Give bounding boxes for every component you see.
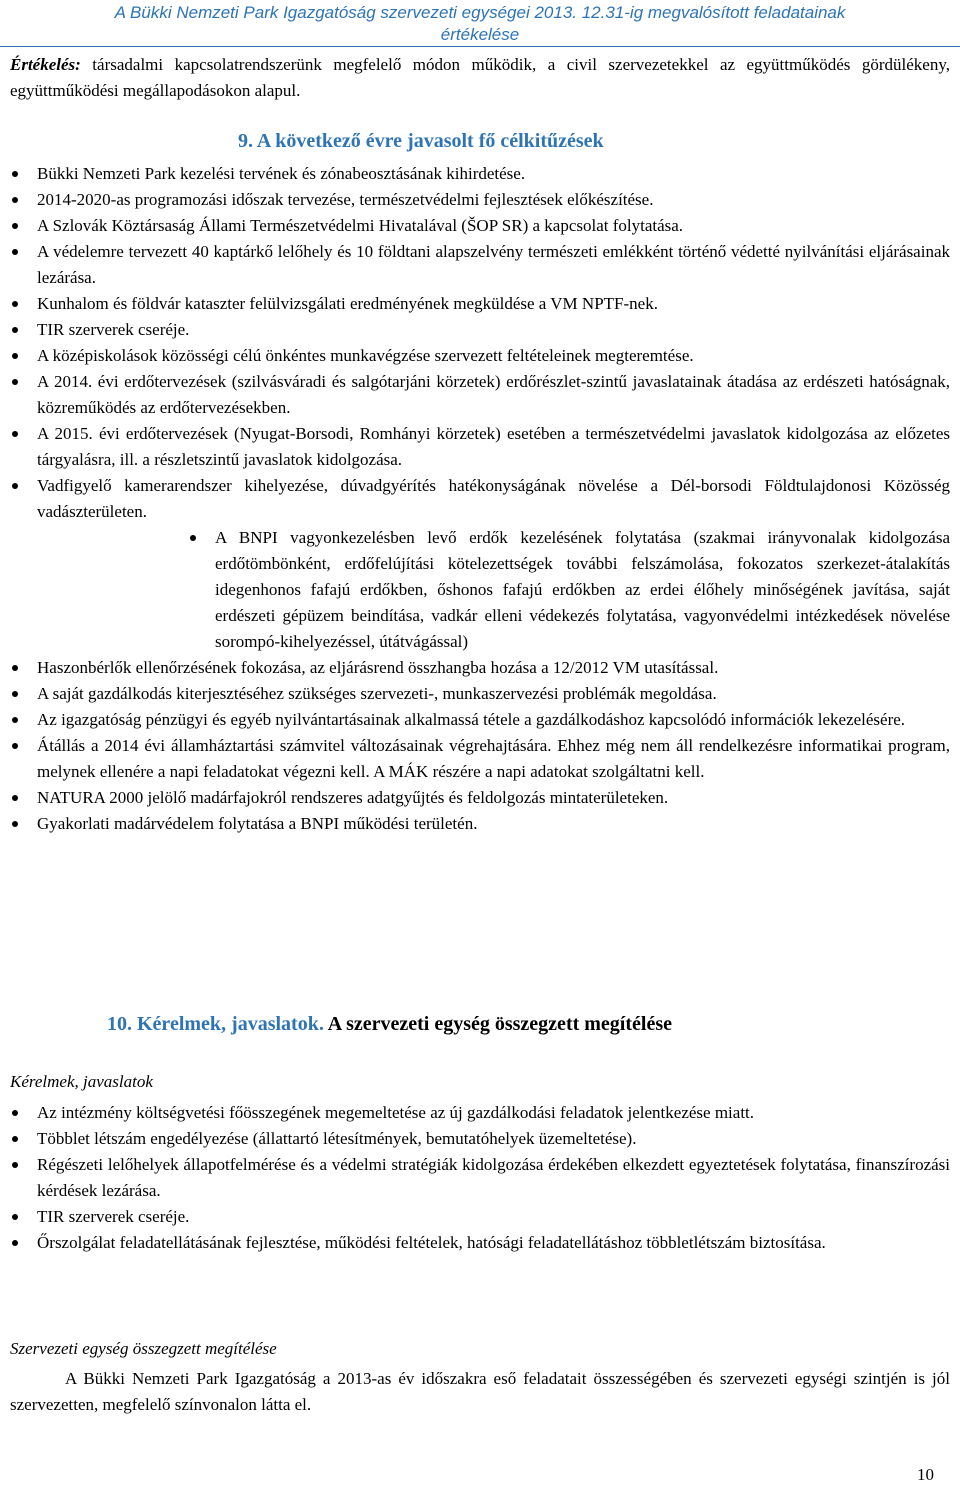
- header-line-2: értékelése: [440, 25, 520, 44]
- bullet-icon: [12, 171, 18, 177]
- subheading-assessment: Szervezeti egység összegzett megítélése: [10, 1339, 277, 1358]
- bullet-icon: [12, 301, 18, 307]
- bullet-icon: [12, 197, 18, 203]
- bullet-icon: [12, 691, 18, 697]
- list-item: Vadfigyelő kamerarendszer kihelyezése, dúvadgyérítés hatékonyságának növelése a Dél-borsodi Földtulajdonosi Közösség vadászterületen.: [0, 473, 950, 525]
- bullet-icon: [12, 665, 18, 671]
- list-item: 2014-2020-as programozási időszak tervezése, természetvédelmi fejlesztések előkészítése.: [0, 187, 950, 213]
- bullet-icon: [12, 1162, 18, 1168]
- list-item: NATURA 2000 jelölő madárfajokról rendszeres adatgyűjtés és feldolgozás mintaterületeken.: [0, 785, 950, 811]
- section-9-heading: 9. A következő évre javasolt fő célkitűzések: [238, 130, 604, 152]
- list-item-indented: A BNPI vagyonkezelésben levő erdők kezelésének folytatása (szakmai irányvonalak kidolgozása erdőtömbönként, erdőfelújítási kötelezettségek további felszámolása, fokozatos szerkezet-átalakítás idegenhonos fafajú erdőkben, őshonos fafajú erdőkben az erdei élőhely minőségének javítása, saját erdészeti gépüzem beindítása, vadkár elleni védekezés folytatása, vagyonvédelmi intézkedések növelése sorompó-kihelyezéssel, útátvágással): [0, 525, 950, 655]
- bullet-icon: [12, 223, 18, 229]
- list-item: Az igazgatóság pénzügyi és egyéb nyilvántartásainak alkalmassá tétele a gazdálkodáshoz kapcsolódó információk lekezelésére.: [0, 707, 950, 733]
- list-item: Többlet létszám engedélyezése (állattartó létesítmények, bemutatóhelyek üzemeltetése).: [0, 1126, 950, 1152]
- bullet-icon: [12, 821, 18, 827]
- conclusion-paragraph: A Bükki Nemzeti Park Igazgatóság a 2013-as év időszakra eső feladatait összességében és szervezeti egységi szintjén is jól szervezetten, megfelelő színvonalon látta el.: [10, 1369, 950, 1414]
- list-item: Régészeti lelőhelyek állapotfelmérése és a védelmi stratégiák kidolgozása érdekében elkezdett egyeztetések folytatása, finanszírozási kérdések lezárása.: [0, 1152, 950, 1204]
- intro-lead: Értékelés:: [10, 55, 81, 74]
- bullet-icon: [12, 353, 18, 359]
- list-item: A saját gazdálkodás kiterjesztéséhez szükséges szervezeti-, munkaszervezési problémák megoldása.: [0, 681, 950, 707]
- list-item: Bükki Nemzeti Park kezelési tervének és zónabeosztásának kihirdetése.: [0, 161, 950, 187]
- subheading-requests: Kérelmek, javaslatok: [10, 1072, 153, 1091]
- section-10-list: [0, 1100, 950, 1256]
- header-rule: [0, 46, 960, 47]
- bullet-icon: [12, 743, 18, 749]
- bullet-icon: [12, 1240, 18, 1246]
- page-number: 10: [917, 1465, 934, 1484]
- bullet-icon: [12, 379, 18, 385]
- bullet-icon: [12, 717, 18, 723]
- header-line-1: A Bükki Nemzeti Park Igazgatóság szervezeti egységei 2013. 12.31-ig megvalósított feladatainak: [114, 3, 846, 22]
- list-item: A védelemre tervezett 40 kaptárkő lelőhely és 10 földtani alapszelvény természeti emlékként történő védetté nyilvánítási eljárásainak lezárása.: [0, 239, 950, 291]
- bullet-icon: [12, 1136, 18, 1142]
- section-9-list: [0, 161, 950, 837]
- section-10-title: A szervezeti egység összegzett megítélése: [323, 1013, 672, 1035]
- section-10-heading: [107, 1011, 672, 1037]
- bullet-icon: [12, 249, 18, 255]
- list-item: A 2015. évi erdőtervezések (Nyugat-Borsodi, Romhányi körzetek) esetében a természetvédelmi javaslatok kidolgozása az előzetes tárgyalásra, ill. a részletszintű javaslatok kidolgozása.: [0, 421, 950, 473]
- bullet-icon: [12, 1110, 18, 1116]
- bullet-icon: [12, 431, 18, 437]
- bullet-icon: [190, 535, 196, 541]
- list-item: A 2014. évi erdőtervezések (szilvásváradi és salgótarjáni körzetek) erdőrészlet-szintű javaslatainak átadása az erdészeti hatóságnak, közreműködés az erdőtervezésekben.: [0, 369, 950, 421]
- bullet-icon: [12, 483, 18, 489]
- list-item: Kunhalom és földvár kataszter felülvizsgálati eredményének megküldése a VM NPTF-nek.: [0, 291, 950, 317]
- bullet-icon: [12, 327, 18, 333]
- intro-text: társadalmi kapcsolatrendszerünk megfelelő módon működik, a civil szervezetekkel az együttműködés gördülékeny, együttműködési megállapodásokon alapul.: [10, 55, 950, 100]
- section-10-number: 10. Kérelmek, javaslatok.: [107, 1013, 324, 1035]
- list-item: TIR szerverek cseréje.: [0, 317, 950, 343]
- bullet-icon: [12, 795, 18, 801]
- list-item: Őrszolgálat feladatellátásának fejlesztése, működési feltételek, hatósági feladatellátáshoz többletlétszám biztosítása.: [0, 1230, 950, 1256]
- list-item: A Szlovák Köztársaság Állami Természetvédelmi Hivatalával (ŠOP SR) a kapcsolat folytatása.: [0, 213, 950, 239]
- list-item: Gyakorlati madárvédelem folytatása a BNPI működési területén.: [0, 811, 950, 837]
- list-item: Az intézmény költségvetési főösszegének megemeltetése az új gazdálkodási feladatok jelentkezése miatt.: [0, 1100, 950, 1126]
- bullet-icon: [12, 1214, 18, 1220]
- list-item: TIR szerverek cseréje.: [0, 1204, 950, 1230]
- page-header: [0, 2, 960, 46]
- list-item: A középiskolások közösségi célú önkéntes munkavégzése szervezett feltételeinek megteremtése.: [0, 343, 950, 369]
- list-item: Haszonbérlők ellenőrzésének fokozása, az eljárásrend összhangba hozása a 12/2012 VM utasítással.: [0, 655, 950, 681]
- intro-paragraph: [0, 52, 950, 104]
- list-item: Átállás a 2014 évi államháztartási számvitel változásainak végrehajtására. Ehhez még nem áll rendelkezésre informatikai program, melynek ellenére a napi feladatokat végezni kell. A MÁK részére a napi adatokat szolgáltatni kell.: [0, 733, 950, 785]
